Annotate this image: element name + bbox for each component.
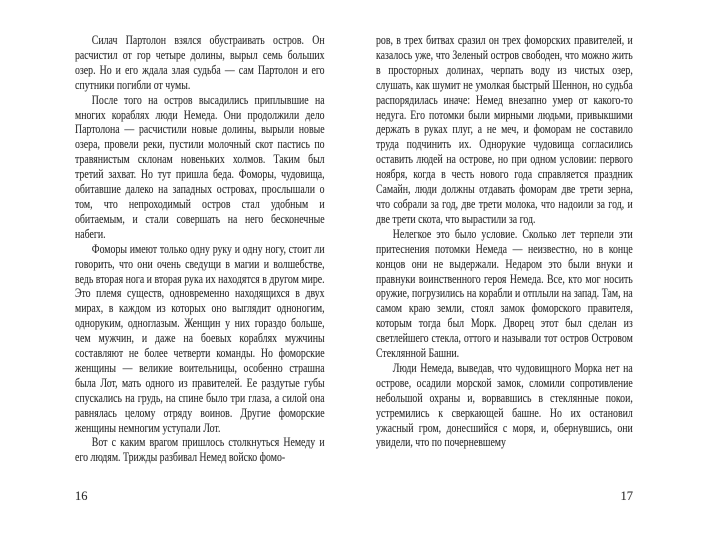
paragraph: После того на остров высадились приплывшие на многих кораблях люди Немеда. Они продолжили дело Партолона — расчистили новые долины, вырыли новые озера, провели реки, пустили молочный скот пастись по травянистым склонам новеньких холмов. Таким был третий захват. Но тут пришла беда. Фоморы, чудовища, обитавшие далеко на западных островах, прослышали о том, что непроходимый остров стал удобным и обитаемым, и стали совершать на него бесконечные набеги. [75, 92, 325, 241]
paragraph: Вот с каким врагом пришлось столкнуться Немеду и его людям. Трижды разбивал Немед войско фомо- [75, 435, 325, 465]
page-right [376, 0, 633, 540]
page-number-left: 16 [75, 489, 88, 503]
paragraph: Фоморы имеют только одну руку и одну ногу, стоит ли говорить, что они очень сведущи в магии и волшебстве, ведь вторая нога и вторая рука их находятся в другом мире. Это племя существ, одновременно находящихся в двух мирах, в каждом из которых оно выглядит одноногим, одноруким, одноглазым. Женщин у них гораздо больше, чем мужчин, и даже на боевых кораблях мужчины составляют не более четверти команды. Но фоморские женщины — великие воительницы, особенно страшна была Лот, мать одного из правителей. Ее раздутые губы спускались на грудь, на спине было три глаза, а силой она равнялась целому отряду воинов. Другие фоморские женщины немногим уступали Лот. [75, 241, 325, 435]
paragraph: Нелегкое это было условие. Сколько лет терпели эти притеснения потомки Немеда — неизвестно, но в конце концов они не выдержали. Недаром это были внуки и правнуки воинственного героя Немеда. Все, кто мог носить оружие, погрузились на корабли и отплыли на запад. Там, на самом краю земли, стоял замок фоморского правителя, которым тогда был Морк. Дворец этот был сделан из светлейшего стекла, оттого и называли тот остров Островом Стеклянной Башни. [376, 226, 633, 361]
page-left [75, 0, 325, 540]
paragraph: Силач Партолон взялся обустраивать остров. Он расчистил от гор четыре долины, вырыл семь больших озер. Но и его ждала злая судьба — сам Партолон и его спутники погибли от чумы. [75, 33, 325, 92]
paragraph: ров, в трех битвах сразил он трех фоморских правителей, и казалось уже, что Зеленый остров свободен, что можно жить в просторных долинах, черпать воду из чистых озер, слушать, как шумит не умолкая быстрый Шеннон, но судьба распорядилась иначе: Немед внезапно умер от какого-то недуга. Его потомки были мирными людьми, привыкшими держать в руках плуг, а не меч, и фоморам не составило труда подчинить их. Однорукие чудовища согласились оставить людей на острове, но при одном условии: первого ноября, когда в честь нового года справляется праздник Самайн, люди должны отдавать фоморам две трети зерна, что собрали за год, две трети молока, что надоили за год, и две трети скота, что вырастили за год. [376, 33, 633, 226]
page-right-text [376, 33, 633, 450]
page-number-right: 17 [620, 489, 633, 503]
page-left-text [75, 33, 325, 465]
paragraph: Люди Немеда, выведав, что чудовищного Морка нет на острове, осадили морской замок, сломили сопротивление небольшой охраны и, ворвавшись в стеклянные покои, устремились к сверкающей башне. Но их остановил ужасный гром, донесшийся с моря, и, обернувшись, они увидели, что по почерневшему [376, 360, 633, 450]
